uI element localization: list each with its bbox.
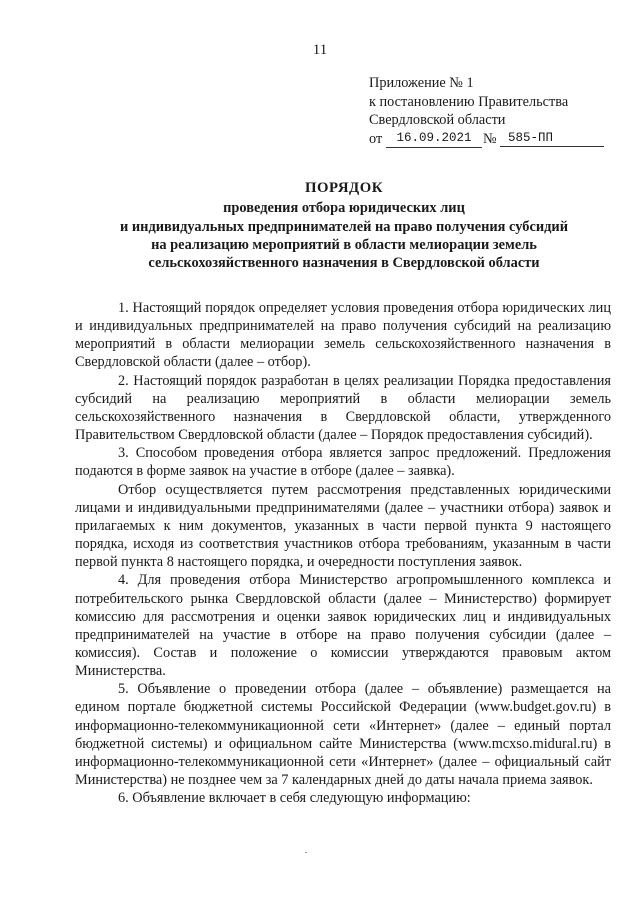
appendix-region: Свердловской области bbox=[369, 112, 506, 128]
page-number: 11 bbox=[312, 42, 328, 58]
title-line-2: и индивидуальных предпринимателей на право получения субсидий bbox=[119, 218, 568, 235]
paragraph-3-cont: Отбор осуществляется путем рассмотрения представленных юридическими лицами и индивидуальными предпринимателями (далее – участники отбора) заявок и прилагаемых к ним документов, указанных в части первой пункта 9 настоящего порядка, исходя из соответствия участников отбора требованиям, указанным в части первой пункта 8 настоящего порядка, и очередности поступления заявок. bbox=[75, 481, 611, 571]
paragraph-4: 4. Для проведения отбора Министерство агропромышленного комплекса и потребительского рынка Свердловской области (далее – Министерство) формирует комиссию для рассмотрения и оценки заявок юридических лиц и индивидуальных предпринимателей на участие в отборе на право получения субсидии (далее – комиссия). Состав и положение о комиссии утверждаются правовым актом Министерства. bbox=[75, 572, 611, 680]
paragraph-1: 1. Настоящий порядок определяет условия проведения отбора юридических лиц и индивидуальных предпринимателей на право получения субсидий на реализацию мероприятий в области мелиорации земель сельскохозяйственного назначения в Свердловской области (далее – отбор). bbox=[75, 300, 611, 371]
resolution-date: 16.09.2021 bbox=[386, 129, 482, 148]
title-line-4: сельскохозяйственного назначения в Свердловской области bbox=[148, 255, 540, 272]
appendix-resolution: к постановлению Правительства bbox=[369, 93, 569, 110]
document-body bbox=[75, 299, 611, 807]
appendix-date-number bbox=[369, 130, 614, 149]
paragraph-2: 2. Настоящий порядок разработан в целях реализации Порядка предоставления субсидий на реализацию мероприятий в области мелиорации земель сельскохозяйственного назначения в Свердловской области, утвержденного Правительством Свердловской области (далее – Порядок предоставления субсидий). bbox=[75, 372, 611, 444]
title-line-1: проведения отбора юридических лиц bbox=[223, 200, 465, 217]
resolution-number: 585-ПП bbox=[500, 129, 604, 147]
title-main: ПОРЯДОК bbox=[305, 180, 383, 196]
appendix-title: Приложение № 1 bbox=[369, 75, 474, 91]
scan-mark bbox=[305, 852, 307, 853]
number-label: № bbox=[483, 130, 497, 147]
from-label: от bbox=[369, 130, 383, 147]
appendix-header bbox=[369, 74, 614, 149]
paragraph-5: 5. Объявление о проведении отбора (далее – объявление) размещается на едином портале бюджетной системы Российской Федерации (www.budget.gov.ru) в информационно-телекоммуникационной сети «Интернет» (далее – единый портал бюджетной системы) и официальном сайте Министерства (www.mcxso.midural.ru) в информационно-телекоммуникационной сети «Интернет» (далее – официальный сайт Министерства) не позднее чем за 7 календарных дней до даты начала приема заявок. bbox=[75, 681, 611, 789]
paragraph-3: 3. Способом проведения отбора является запрос предложений. Предложения подаются в форме заявок на участие в отборе (далее – заявка). bbox=[75, 445, 611, 480]
document-title bbox=[80, 179, 608, 272]
title-line-3: на реализацию мероприятий в области мелиорации земель bbox=[151, 236, 537, 253]
paragraph-6: 6. Объявление включает в себя следующую информацию: bbox=[118, 790, 471, 807]
